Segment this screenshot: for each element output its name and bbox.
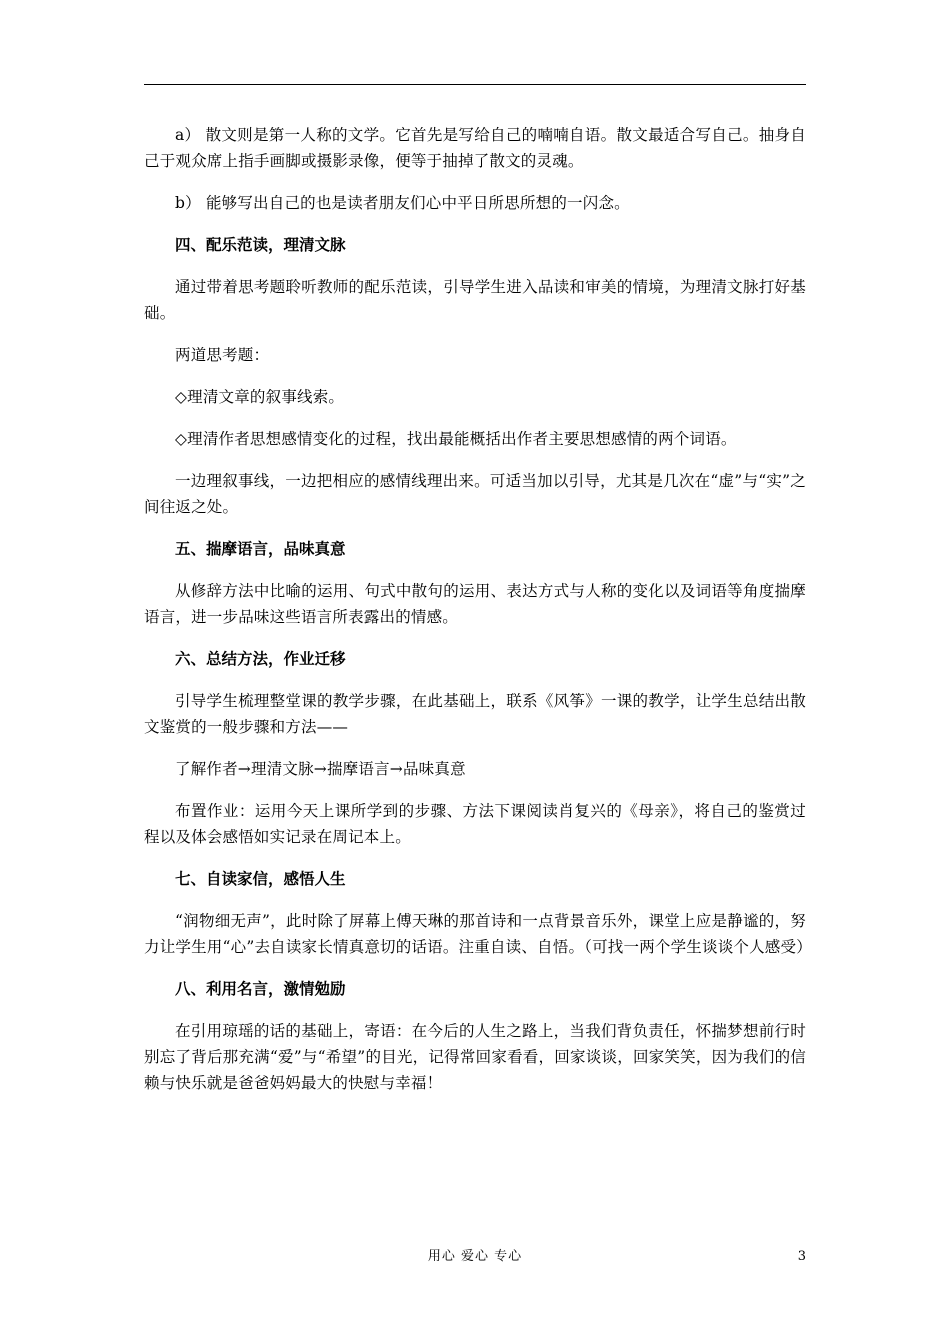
paragraph-homework: 布置作业：运用今天上课所学到的步骤、方法下课阅读肖复兴的《母亲》，将自己的鉴赏过程以及体会感悟如实记录在周记本上。 — [144, 802, 806, 846]
paragraph-summary-method: 引导学生梳理整堂课的教学步骤，在此基础上，联系《风筝》一课的教学，让学生总结出散文鉴赏的一般步骤和方法—— — [144, 692, 806, 736]
paragraph-reader-thoughts: b） 能够写出自己的也是读者朋友们心中平日所思所想的一闪念。 — [175, 194, 630, 212]
page-footer — [144, 1246, 806, 1268]
paragraph-prose-self: a） 散文则是第一人称的文学。它首先是写给自己的喃喃自语。散文最适合写自己。抽身自己于观众席上指手画脚或摄影录像，便等于抽掉了散文的灵魂。 — [144, 126, 806, 170]
paragraph-language-analysis: 从修辞方法中比喻的运用、句式中散句的运用、表达方式与人称的变化以及词语等角度揣摩语言，进一步品味这些语言所表露出的情感。 — [144, 582, 806, 626]
paragraph-narrative-line: 一边理叙事线，一边把相应的感情线理出来。可适当加以引导，尤其是几次在“虚”与“实”之间往返之处。 — [144, 472, 806, 516]
footer-page-number: 3 — [797, 1249, 806, 1264]
section-heading-4: 四、配乐范读，理清文脉 — [175, 235, 346, 254]
paragraph-steps-flow: 了解作者→理清文脉→揣摩语言→品味真意 — [175, 760, 466, 778]
section-heading-8: 八、利用名言，激情勉励 — [175, 979, 346, 998]
document-body — [144, 122, 812, 1112]
question-item-2: ◇理清作者思想感情变化的过程，找出最能概括出作者主要思想感情的两个词语。 — [175, 430, 737, 448]
footer-motto: 用心 爱心 专心 — [427, 1249, 523, 1264]
section-heading-7: 七、自读家信，感悟人生 — [175, 869, 346, 888]
paragraph-closing-message: 在引用琼瑶的话的基础上，寄语：在今后的人生之路上，当我们背负责任，怀揣梦想前行时别忘了背后那充满“爱”与“希望”的目光，记得常回家看看，回家谈谈，回家笑笑，因为我们的信赖与快乐就是爸爸妈妈最大的快慰与幸福！ — [144, 1022, 806, 1092]
header-rule — [144, 84, 806, 85]
paragraph-family-letter: “润物细无声”，此时除了屏幕上傅天琳的那首诗和一点背景音乐外，课堂上应是静谧的，努力让学生用“心”去自读家长情真意切的话语。注重自读、自悟。（可找一两个学生谈谈个人感受） — [144, 912, 812, 956]
paragraph-music-reading: 通过带着思考题聆听教师的配乐范读，引导学生进入品读和审美的情境，为理清文脉打好基础。 — [144, 278, 806, 322]
paragraph-two-questions: 两道思考题： — [175, 346, 270, 364]
question-item-1: ◇理清文章的叙事线索。 — [175, 388, 345, 406]
section-heading-6: 六、总结方法，作业迁移 — [175, 649, 346, 668]
section-heading-5: 五、揣摩语言，品味真意 — [175, 539, 346, 558]
